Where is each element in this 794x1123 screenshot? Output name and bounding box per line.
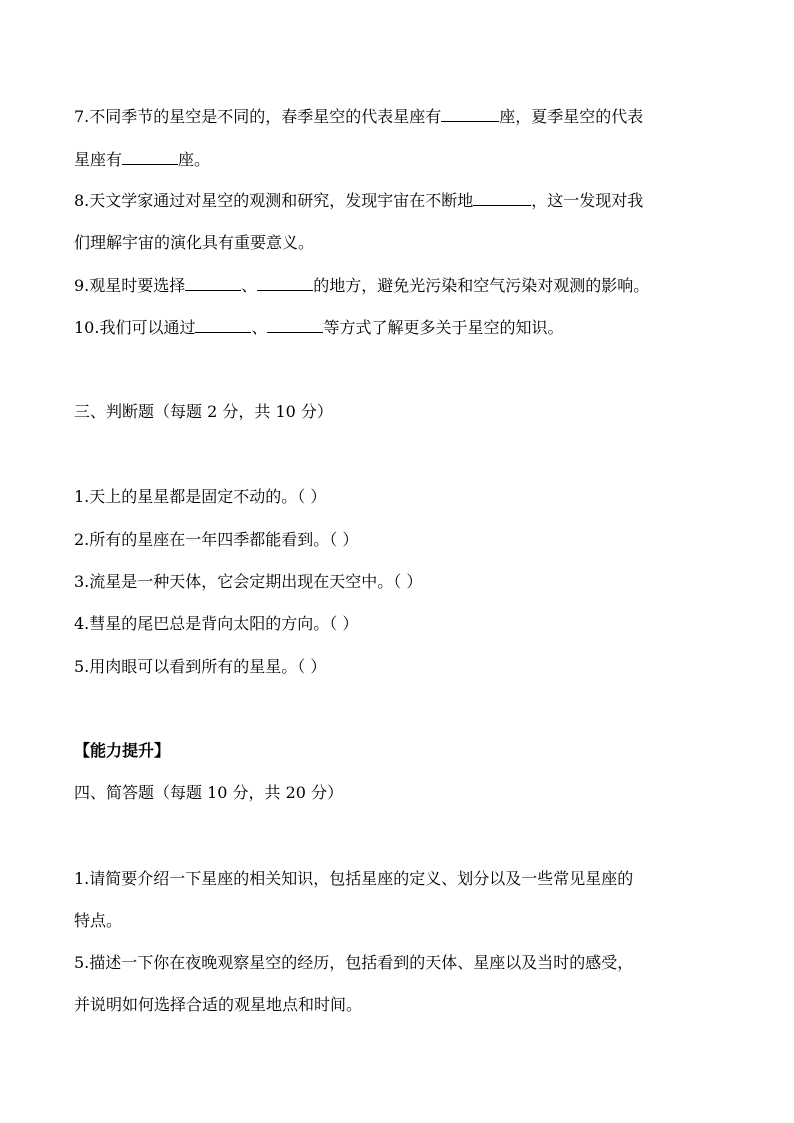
fill-q10-blank2[interactable] xyxy=(267,318,323,333)
fill-q9-sep: 、 xyxy=(241,276,258,295)
judgment-item-1: 1.天上的星星都是固定不动的。（ ） xyxy=(74,487,327,506)
fill-q7-text1: 7.不同季节的星空是不同的，春季星空的代表星座有 xyxy=(74,107,442,126)
fill-q8-blank1[interactable] xyxy=(473,191,531,206)
fill-q10-blank1[interactable] xyxy=(195,318,251,333)
fill-q7-text2: 座，夏季星空的代表 xyxy=(499,107,644,126)
fill-q10-sep: 、 xyxy=(251,318,268,337)
fill-q9-text1: 9.观星时要选择 xyxy=(74,276,186,295)
short-answer-q5-line2: 并说明如何选择合适的观星地点和时间。 xyxy=(74,995,363,1014)
fill-q9-line xyxy=(74,276,649,296)
fill-q9-blank1[interactable] xyxy=(185,276,241,291)
fill-q7-line2 xyxy=(74,150,210,170)
judgment-item-3: 3.流星是一种天体，它会定期出现在天空中。（ ） xyxy=(74,572,423,591)
fill-q8-line1 xyxy=(74,191,643,211)
fill-q10-text1: 10.我们可以通过 xyxy=(74,318,196,337)
ability-tag: 【能力提升】 xyxy=(74,741,171,760)
short-answer-q1-line2: 特点。 xyxy=(74,911,123,930)
fill-q8-line2 xyxy=(74,233,314,253)
fill-q7-text3: 星座有 xyxy=(74,150,123,169)
fill-q7-blank2[interactable] xyxy=(122,150,178,165)
judgment-item-4: 4.彗星的尾巴总是背向太阳的方向。（ ） xyxy=(74,614,359,633)
judgment-item-5: 5.用肉眼可以看到所有的星星。（ ） xyxy=(74,657,327,676)
fill-q8-text2: ，这一发现对我 xyxy=(531,191,644,210)
fill-q7-blank1[interactable] xyxy=(441,107,499,122)
short-answer-heading: 四、简答题（每题 10 分，共 20 分） xyxy=(74,783,344,802)
judgment-item-2: 2.所有的星座在一年四季都能看到。（ ） xyxy=(74,530,359,549)
short-answer-q1-line1: 1.请简要介绍一下星座的相关知识，包括星座的定义、划分以及一些常见星座的 xyxy=(74,869,634,888)
fill-q7-line1 xyxy=(74,107,643,127)
fill-q9-text2: 的地方，避免光污染和空气污染对观测的影响。 xyxy=(313,276,650,295)
fill-q9-blank2[interactable] xyxy=(257,276,313,291)
fill-q7-text4: 座。 xyxy=(178,150,211,169)
fill-q10-text2: 等方式了解更多关于星空的知识。 xyxy=(323,318,564,337)
fill-q8-text1: 8.天文学家通过对星空的观测和研究，发现宇宙在不断地 xyxy=(74,191,474,210)
judgment-heading: 三、判断题（每题 2 分，共 10 分） xyxy=(74,402,333,421)
fill-q8-text3: 们理解宇宙的演化具有重要意义。 xyxy=(74,233,315,252)
short-answer-q5-line1: 5.描述一下你在夜晚观察星空的经历，包括看到的天体、星座以及当时的感受， xyxy=(74,953,634,972)
fill-q10-line xyxy=(74,318,563,338)
